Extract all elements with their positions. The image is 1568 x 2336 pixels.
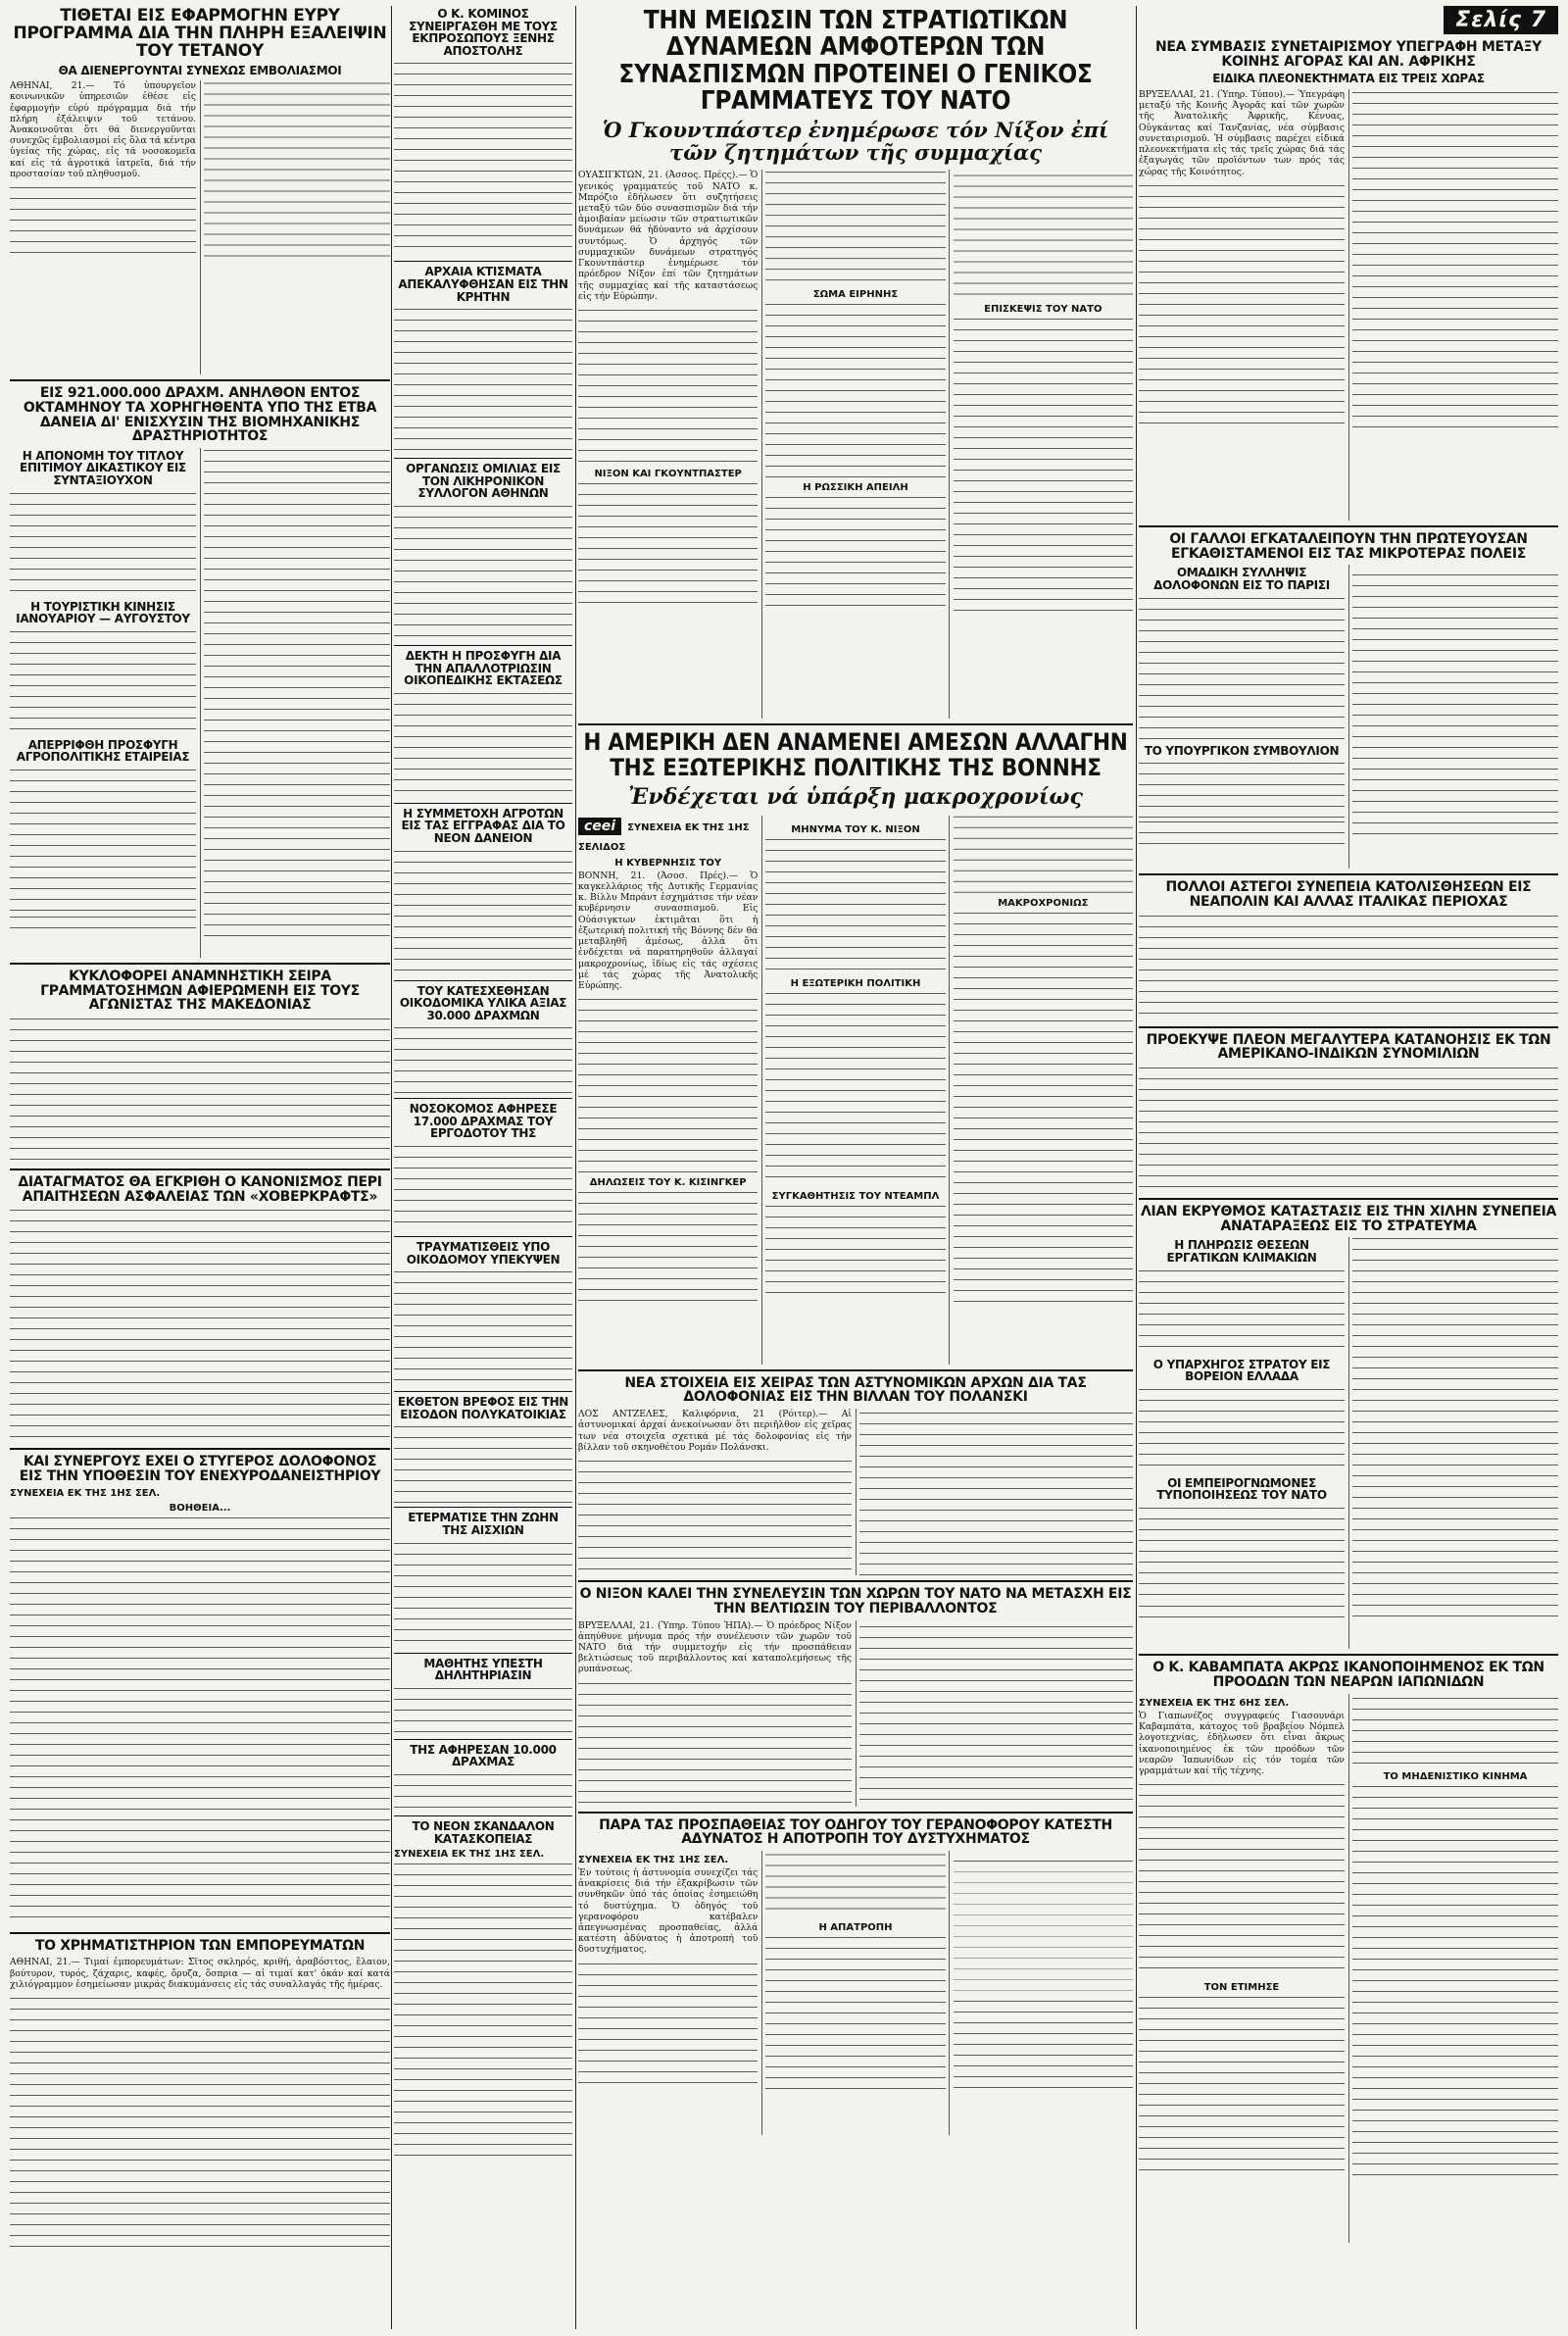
text-block [394, 307, 572, 454]
continuation-label: ΣΥΝΕΧΕΙΑ ΕΚ ΤΗΣ 6ΗΣ ΣΕΛ. [1139, 1697, 1290, 1709]
article-body: ΒΡΥΞΕΛΛΑΙ, 21. (Ὑπηρ. Τύπου).— Ὑπεγράφη μεταξύ τῆς Κοινῆς Ἀγορᾶς καί τῶν χωρῶν τῆς Ἀνατολικῆς Ἀφρικῆς, Κένυας, Οὐγκάντας καί Τανζανίας, νέα σύμβασις συνεταιρισμοῦ. Ἡ σύμβασις παρέχει εἰδικά πλεονεκτήματα εἰς τάς τρεῖς χώρας διά τάς ἐξαγωγάς τῶν προϊόντων των πρός τάς χώρας τῆς Κοινότητος. [1139, 88, 1345, 177]
text-block [10, 1017, 390, 1164]
headline-crane-accident: ΠΑΡΑ ΤΑΣ ΠΡΟΣΠΑΘΕΙΑΣ ΤΟΥ ΟΔΗΓΟΥ ΤΟΥ ΓΕΡΑΝΟΦΟΡΟΥ ΚΑΤΕΣΤΗ ΑΔΥΝΑΤΟΣ Η ΑΠΟΤΡΟΠΗ ΤΟΥ ΔΥΣΤΥΧΗΜΑΤΟΣ [599, 1816, 1112, 1848]
text-block [394, 691, 572, 799]
subheadline-long-term: Ἐνδέχεται νά ὑπάρξη μακροχρονίως [628, 783, 1083, 810]
section-kicker: Η ΑΠΑΤΡΟΠΗ [818, 1922, 893, 1934]
text-block [394, 1025, 572, 1094]
narrow-column [394, 6, 572, 2329]
headline-naples-landslides: ΠΟΛΛΟΙ ΑΣΤΕΓΟΙ ΣΥΝΕΠΕΙΑ ΚΑΤΟΛΙΣΘΗΣΕΩΝ ΕΙΣ ΝΕΑΠΟΛΙΝ ΚΑΙ ΑΛΛΑΣ ΙΤΑΛΙΚΑΣ ΠΕΡΙΟΧΑΣ [1165, 879, 1532, 911]
headline-hovercraft: ΔΙΑΤΑΓΜΑΤΟΣ ΘΑ ΕΓΚΡΙΘΗ Ο ΚΑΝΟΝΙΣΜΟΣ ΠΕΡΙ ΑΠΑΙΤΗΣΕΩΝ ΑΣΦΑΛΕΙΑΣ ΤΩΝ «ΧΟΒΕΡΚΡΑΦΤΣ» [18, 1173, 382, 1205]
section-kicker: ΝΙΞΟΝ ΚΑΙ ΓΚΟΥΝΤΠΑΣΤΕΡ [594, 469, 742, 479]
article-body: ΛΟΣ ΑΝΤΖΕΛΕΣ, Καλιφόρνια, 21 (Ρόιτερ).— Αἱ ἀστυνομικαί ἀρχαί ἀνεκοίνωσαν ὅτι περιῆλθον εἰς χεῖρας των νέα στοιχεῖα σχετικά μέ τάς δολοφονίας εἰς τήν βίλλαν τοῦ σκηνοθέτου Ρομάν Πολάνσκι. [578, 1409, 852, 1453]
text-block [1139, 1506, 1345, 1604]
text-block [765, 302, 945, 478]
section-kicker: Η ΕΞΩΤΕΡΙΚΗ ΠΟΛΙΤΙΚΗ [790, 978, 921, 990]
headline-nato-experts: ΟΙ ΕΜΠΕΙΡΟΓΝΩΜΟΝΕΣ ΤΥΠΟΠΟΙΗΣΕΩΣ ΤΟΥ ΝΑΤΟ [1156, 1475, 1327, 1503]
continuation-label: ΣΥΝΕΧΕΙΑ ΕΚ ΤΗΣ 1ΗΣ ΣΕΛ. [578, 1854, 729, 1865]
page-number-label: Σελίς 7 [1444, 6, 1558, 34]
article-body: ΒΟΝΝΗ, 21. (Ἀσοσ. Πρές).— Ὁ καγκελλάριος τῆς Δυτικῆς Γερμανίας κ. Βίλλυ Μπράντ ἐσχημάτισε τήν νέαν κυβέρνησιν συνασπισμοῦ. Εἰς Οὐάσιγκτων ἐκτιμᾶται ὅτι ἡ ἐξωτερική πολιτική τῆς Βόννης δέν θά μεταβληθῆ ἀμέσως, ἀλλά ὅτι ἐνδέχεται νά παρατηρηθοῦν ἀλλαγαί μακροχρονίως, ἰδίως εἰς τάς σχέσεις μέ τάς χώρας τῆς Ἀνατολικῆς Εὐρώπης. [578, 870, 759, 991]
continuation-label: ΣΥΝΕΧΕΙΑ ΕΚ ΤΗΣ 1ΗΣ ΣΕΛ. [10, 1487, 161, 1499]
headline-lecture: ΟΡΓΑΝΩΣΙΣ ΟΜΙΛΙΑΣ ΕΙΣ ΤΟΝ ΛΙΚΗΡΟΝΙΚΟΝ ΣΥΛΛΟΓΟΝ ΑΘΗΝΩΝ [406, 462, 561, 501]
text-block [954, 911, 1133, 1303]
section-kicker: ΣΥΓΚΑΘΗΤΗΣΙΣ ΤΟΥ ΝΤΕΑΜΠΛ [771, 1191, 940, 1203]
headline-labor-positions: Η ΠΛΗΡΩΣΙΣ ΘΕΣΕΩΝ ΕΡΓΑΤΙΚΩΝ ΚΛΙΜΑΚΙΩΝ [1166, 1238, 1317, 1266]
headline-us-india-talks: ΠΡΟΕΚΥΨΕ ΠΛΕΟΝ ΜΕΓΑΛΥΤΕΡΑ ΚΑΤΑΝΟΗΣΙΣ ΕΚ ΤΩΝ ΑΜΕΡΙΚΑΝΟ-ΙΝΔΙΚΩΝ ΣΥΝΟΜΙΛΙΩΝ [1146, 1031, 1551, 1063]
text-block [394, 1269, 572, 1387]
headline-espionage: ΤΟ ΝΕΟΝ ΣΚΑΝΔΑΛΟΝ ΚΑΤΑΣΚΟΠΕΙΑΣ [412, 1819, 555, 1846]
headline-nixon-environment: Ο ΝΙΞΟΝ ΚΑΛΕΙ ΤΗΝ ΣΥΝΕΛΕΥΣΙΝ ΤΩΝ ΧΩΡΩΝ ΤΟΥ ΝΑΤΟ ΝΑ ΜΕΤΑΣΧΗ ΕΙΣ ΤΗΝ ΒΕΛΤΙΩΣΙΝ ΤΟΥ ΠΕΡΙΒΑΛΛΟΝΤΟΣ [579, 1586, 1132, 1616]
headline-chile-army: ΛΙΑΝ ΕΚΡΥΘΜΟΣ ΚΑΤΑΣΤΑΣΙΣ ΕΙΣ ΤΗΝ ΧΙΛΗΝ ΣΥΝΕΠΕΙΑ ΑΝΑΤΑΡΑΞΕΩΣ ΕΙΣ ΤΟ ΣΤΡΑΤΕΥΜΑ [1140, 1204, 1557, 1234]
headline-bonn-policy: Η ΑΜΕΡΙΚΗ ΔΕΝ ΑΝΑΜΕΝΕΙ ΑΜΕΣΩΝ ΑΛΛΑΓΗΝ ΤΗΣ ΕΞΩΤΕΡΙΚΗΣ ΠΟΛΙΤΙΚΗΣ ΤΗΣ ΒΟΝΝΗΣ [583, 728, 1128, 781]
article-body: ΒΡΥΞΕΛΛΑΙ, 21. (Ὑπηρ. Τύπου ἩΠΑ).— Ὁ πρόεδρος Νίξον ἀπηύθυνε μήνυμα πρός τήν συνέλευσιν τῶν χωρῶν τοῦ ΝΑΤΟ διά τήν συμμετοχήν εἰς τήν προσπάθειαν βελτιώσεως τοῦ περιβάλλοντος καί καταπολεμήσεως τῆς ρυπάνσεως. [578, 1619, 852, 1675]
text-block [578, 308, 758, 465]
section-kicker: Η ΡΩΣΣΙΚΗ ΑΠΕΙΛΗ [803, 482, 908, 494]
column-rule [575, 6, 576, 2329]
text-block [10, 1996, 390, 2251]
headline-10000-drachmas: ΤΗΣ ΑΦΗΡΕΣΑΝ 10.000 ΔΡΑΧΜΑΣ [410, 1742, 557, 1769]
section-kicker: Η ΚΥΒΕΡΝΗΣΙΣ ΤΟΥ [614, 857, 722, 869]
headline-cabinet: ΤΟ ΥΠΟΥΡΓΙΚΟΝ ΣΥΜΒΟΥΛΙΟΝ [1144, 743, 1340, 758]
section-kicker: ΔΗΛΩΣΕΙΣ ΤΟΥ Κ. ΚΙΣΙΝΓΚΕΡ [589, 1177, 747, 1189]
text-block [10, 1208, 390, 1443]
article-body: ΑΘΗΝΑΙ, 21.— Τό ὑπουργεῖον κοινωνικῶν ὑπηρεσιῶν ἐθέσε εἰς ἐφαρμογήν εὑρύ πρόγραμμα διά τήν πλήρη ἐξάλειψιν τοῦ τετάνου. Ἀνακοινοῦται ὅτι θά διενεργοῦνται συνεχῶς ἐμβολιασμοί εἰς ὅλα τά κέντρα ὑγείας τῆς χώρας, εἰς τά νοσοκομεῖα καί εἰς τά ἀγροτικά ἰατρεῖα, διά τήν προστασίαν τοῦ πληθυσμοῦ. [10, 80, 196, 179]
text-block [1139, 1066, 1558, 1193]
headline-nato-reduction: ΤΗΝ ΜΕΙΩΣΙΝ ΤΩΝ ΣΤΡΑΤΙΩΤΙΚΩΝ ΔΥΝΑΜΕΩΝ ΑΜΦΟΤΕΡΩΝ ΤΩΝ ΣΥΝΑΣΠΙΣΜΩΝ ΠΡΟΤΕΙΝΕΙ Ο ΓΕΝΙΚΟΣ ΓΡΑΜΜΑΤΕΥΣ ΤΟΥ ΝΑΤΟ [618, 6, 1093, 116]
main-column [578, 6, 1133, 2329]
text-block [954, 317, 1133, 611]
text-block [1139, 1268, 1345, 1357]
headline-student-poisoning: ΜΑΘΗΤΗΣ ΥΠΕΣΤΗ ΔΗΛΗΤΗΡΙΑΣΙΝ [423, 1656, 543, 1683]
headline-builder-injured: ΤΡΑΥΜΑΤΙΣΘΕΙΣ ΥΠΟ ΟΙΚΟΔΟΜΟΥ ΥΠΕΚΥΨΕΝ [406, 1240, 561, 1267]
text-block [578, 997, 758, 1173]
article-body: ΟΥΑΣΙΓΚΤΩΝ, 21. (Ἀσσος. Πρέςς).— Ὁ γενικός γραμματεύς τοῦ ΝΑΤΟ κ. Μπρόζιο ἐδήλωσεν ὅτι συζητήσεις μεταξύ τῶν δύο συνασπισμῶν διά τήν ἀμοιβαίαν μείωσιν τῶν στρατιωτικῶν δυνάμεων θά ἠδύναντο νά ἀρχίσουν συντόμως. Ὁ ἀρχηγός τῶν συμμαχικῶν δυνάμεων στρατηγός Γκουντπάστερ ἐνημέρωσε τόν πρόεδρον Νίξον ἐπί τῶν ζητημάτων τῆς συμμαχίας καί τῆς καταστάσεως εἰς τήν Εὐρώπην. [578, 170, 759, 302]
text-block [394, 1686, 572, 1735]
text-block [394, 1862, 572, 2156]
headline-building-materials: ΤΟΥ ΚΑΤΕΣΧΕΘΗΣΑΝ ΟΙΚΟΔΟΜΙΚΑ ΥΛΙΚΑ ΑΞΙΑΣ 30.000 ΔΡΑΧΜΩΝ [399, 983, 567, 1022]
section-kicker: ΒΟΗΘΕΙΑ... [169, 1502, 231, 1514]
text-block [765, 837, 945, 974]
headline-tetanus: ΤΙΘΕΤΑΙ ΕΙΣ ΕΦΑΡΜΟΓΗΝ ΕΥΡΥ ΠΡΟΓΡΑΜΜΑ ΔΙΑ ΤΗΝ ΠΛΗΡΗ ΕΞΑΛΕΙΨΙΝ ΤΟΥ ΤΕΤΑΝΟΥ [13, 6, 387, 61]
text-block [1139, 1387, 1345, 1475]
column-rule [391, 6, 392, 2329]
text-block [1139, 596, 1345, 743]
text-block [10, 1516, 390, 1927]
text-block [10, 768, 196, 915]
right-column [1139, 6, 1558, 2329]
column-rule [1136, 6, 1137, 2329]
text-block [394, 849, 572, 976]
headline-tourism: Η ΤΟΥΡΙΣΤΙΚΗ ΚΙΝΗΣΙΣ ΙΑΝΟΥΑΡΙΟΥ — ΑΥΓΟΥΣΤΟΥ [16, 599, 190, 626]
section-kicker: ΣΩΜΑ ΕΙΡΗΝΗΣ [812, 289, 899, 301]
text-block [1139, 761, 1345, 820]
section-kicker: ΜΗΝΥΜΑ ΤΟΥ Κ. ΝΙΞΟΝ [791, 824, 920, 836]
text-block [765, 991, 945, 1187]
headline-french-leave-capital: ΟΙ ΓΑΛΛΟΙ ΕΓΚΑΤΑΛΕΙΠΟΥΝ ΤΗΝ ΠΡΩΤΕΥΟΥΣΑΝ ΕΓΚΑΘΙΣΤΑΜΕΝΟΙ ΕΙΣ ΤΑΣ ΜΙΚΡΟΤΕΡΑΣ ΠΟΛΕΙΣ [1169, 530, 1528, 562]
section-kicker: ΤΟΝ ΕΤΙΜΗΣΕ [1203, 1982, 1280, 1994]
section-kicker: ΤΟ ΜΗΔΕΝΙΣΤΙΚΟ ΚΙΝΗΜΑ [1383, 1771, 1528, 1782]
text-block [394, 504, 572, 641]
text-block [1139, 1782, 1345, 1978]
headline-murderer: ΚΑΙ ΣΥΝΕΡΓΟΥΣ ΕΧΕΙ Ο ΣΤΥΓΕΡΟΣ ΔΟΛΟΦΟΝΟΣ ΕΙΣ ΤΗΝ ΥΠΟΘΕΣΙΝ ΤΟΥ ΕΝΕΧΥΡΟΔΑΝΕΙΣΤΗΡΙΟΥ [19, 1454, 381, 1484]
text-block [394, 1772, 572, 1812]
continuation-label: ΣΥΝΕΧΕΙΑ ΕΚ ΤΗΣ 1ΗΣ ΣΕΛ. [394, 1849, 545, 1861]
text-block [394, 1144, 572, 1232]
article-body: Ὁ Γιαπωνέζος συγγραφεύς Γιασουνάρι Καβαμπάτα, κάτοχος τοῦ βραβείου Νόμπελ λογοτεχνίας, ἐδήλωσεν ὅτι εἶναι ἄκρως ἱκανοποιημένος ἐκ τῶν προόδων τῶν νεαρῶν Ἰαπωνίδων εἰς τόν τομέα τῶν γραμμάτων καί τῆς τέχνης. [1139, 1710, 1345, 1776]
headline-deputy-chief: Ο ΥΠΑΡΧΗΓΟΣ ΣΤΡΑΤΟΥ ΕΙΣ ΒΟΡΕΙΟΝ ΕΛΛΑΔΑ [1152, 1357, 1331, 1384]
headline-farmers-loan: Η ΣΥΜΜΕΤΟΧΗ ΑΓΡΟΤΩΝ ΕΙΣ ΤΑΣ ΕΓΓΡΑΦΑΣ ΔΙΑ ΤΟ ΝΕΟΝ ΔΑΝΕΙΟΝ [401, 806, 565, 845]
headline-suicide: ΕΤΕΡΜΑΤΙΣΕ ΤΗΝ ΖΩΗΝ ΤΗΣ ΑΙΣΧΙΩΝ [408, 1511, 559, 1538]
subhead-three-countries: ΕΙΔΙΚΑ ΠΛΕΟΝΕΚΤΗΜΑΤΑ ΕΙΣ ΤΡΕΙΣ ΧΩΡΑΣ [1212, 72, 1485, 86]
headline-expropriation: ΔΕΚΤΗ Η ΠΡΟΣΦΥΓΗ ΔΙΑ ΤΗΝ ΑΠΑΛΛΟΤΡΙΩΣΙΝ ΟΙΚΟΠΕΔΙΚΗΣ ΕΚΤΑΣΕΩΣ [404, 648, 563, 688]
text-block [10, 629, 196, 737]
text-block [1139, 914, 1558, 1021]
headline-etva-loans: ΕΙΣ 921.000.000 ΔΡΑΧΜ. ΑΝΗΛΘΟΝ ΕΝΤΟΣ ΟΚΤΑΜΗΝΟΥ ΤΑ ΧΟΡΗΓΗΘΕΝΤΑ ΥΠΟ ΤΗΣ ΕΤΒΑ ΔΑΝΕΙΑ ΔΙ' ΕΝΙΣΧΥΣΙΝ ΤΗΣ ΒΙΟΜΗΧΑΝΙΚΗΣ ΔΡΑΣΤΗΡΙΟΤΗΤΟΣ [23, 385, 377, 445]
headline-paris-arrests: ΟΜΑΔΙΚΗ ΣΥΛΛΗΨΙΣ ΔΟΛΟΦΟΝΩΝ ΕΙΣ ΤΟ ΠΑΡΙΣΙ [1153, 566, 1330, 592]
text-block [394, 1424, 572, 1503]
continuation-label: ΣΥΝΕΧΕΙΑ ΕΚ ΤΗΣ 1ΗΣ ΣΕΛΙΔΟΣ [578, 821, 750, 853]
headline-commodity-exchange: ΤΟ ΧΡΗΜΑΤΙΣΤΗΡΙΟΝ ΤΩΝ ΕΜΠΟΡΕΥΜΑΤΩΝ [34, 1937, 366, 1954]
headline-kominos: Ο Κ. ΚΟΜΙΝΟΣ ΣΥΝΕΙΡΓΑΣΘΗ ΜΕ ΤΟΥΣ ΕΚΠΡΟΣΩΠΟΥΣ ΞΕΝΗΣ ΑΠΟΣΤΟΛΗΣ [409, 7, 558, 58]
article-body: Ἐν τούτοις ἡ ἀστυνομία συνεχίζει τάς ἀνακρίσεις διά τήν ἐξακρίβωσιν τῶν συνθηκῶν ὑπό τάς ὁποίας ἐσημειώθη τό δυστύχημα. Ὁ ὁδηγός τοῦ γερανοφόρου κατέβαλεν ἀπεγνωσμένας προσπαθείας, ἀλλά κατέστη ἀδύνατος ἡ ἀποτροπή τοῦ δυστυχήματος. [578, 1866, 759, 1956]
headline-appeal-rejected: ΑΠΕΡΡΙΦΘΗ ΠΡΟΣΦΥΓΗ ΑΓΡΟΠΟΛΙΤΙΚΗΣ ΕΤΑΙΡΕΙΑΣ [16, 737, 190, 765]
headline-kawabata: Ο Κ. ΚΑΒΑΜΠΑΤΑ ΑΚΡΩΣ ΙΚΑΝΟΠΟΙΗΜΕΝΟΣ ΕΚ ΤΩΝ ΠΡΟΟΔΩΝ ΤΩΝ ΝΕΑΡΩΝ ΙΑΠΩΝΙΔΩΝ [1152, 1660, 1544, 1691]
headline-crete: ΑΡΧΑΙΑ ΚΤΙΣΜΑΤΑ ΑΠΕΚΑΛΥΦΘΗΣΑΝ ΕΙΣ ΤΗΝ ΚΡΗΤΗΝ [398, 265, 568, 304]
text-block [10, 491, 196, 599]
headline-polanski: ΝΕΑ ΣΤΟΙΧΕΙΑ ΕΙΣ ΧΕΙΡΑΣ ΤΩΝ ΑΣΤΥΝΟΜΙΚΩΝ ΑΡΧΩΝ ΔΙΑ ΤΑΣ ΔΟΛΟΦΟΝΙΑΣ ΕΙΣ ΤΗΝ ΒΙΛΛΑΝ ΤΟΥ ΠΟΛΑΝΣΚΙ [624, 1374, 1087, 1406]
headline-abandoned-baby: ΕΚΘΕΤΟΝ ΒΡΕΦΟΣ ΕΙΣ ΤΗΝ ΕΙΣΟΔΟΝ ΠΟΛΥΚΑΤΟΙΚΙΑΣ [397, 1395, 569, 1421]
headline-nurse: ΝΟΣΟΚΟΜΟΣ ΑΦΗΡΕΣΕ 17.000 ΔΡΑΧΜΑΣ ΤΟΥ ΕΡΓΟΔΟΤΟΥ ΤΗΣ [409, 1102, 558, 1141]
page-masthead [1139, 6, 1558, 34]
headline-stamps: ΚΥΚΛΟΦΟΡΕΙ ΑΝΑΜΝΗΣΤΙΚΗ ΣΕΙΡΑ ΓΡΑΜΜΑΤΟΣΗΜΩΝ ΑΦΙΕΡΩΜΕΝΗ ΕΙΣ ΤΟΥΣ ΑΓΩΝΙΣΤΑΣ ΤΗΣ ΜΑΚΕΔΟΝΙΑΣ [40, 968, 360, 1014]
text-block [394, 61, 572, 257]
section-kicker: ΕΠΙΣΚΕΨΙΣ ΤΟΥ ΝΑΤΟ [984, 303, 1102, 315]
section-logo: ceei [578, 818, 621, 835]
headline-eec-africa: ΝΕΑ ΣΥΜΒΑΣΙΣ ΣΥΝΕΤΑΙΡΙΣΜΟΥ ΥΠΕΓΡΑΦΗ ΜΕΤΑΞΥ ΚΟΙΝΗΣ ΑΓΟΡΑΣ ΚΑΙ ΑΝ. ΑΦΡΙΚΗΣ [1155, 39, 1542, 70]
headline-honorary-judge: Η ΑΠΟΝΟΜΗ ΤΟΥ ΤΙΤΛΟΥ ΕΠΙΤΙΜΟΥ ΔΙΚΑΣΤΙΚΟΥ ΕΙΣ ΣΥΝΤΑΞΙΟΥΧΟΝ [20, 448, 186, 488]
text-block [1352, 1784, 1558, 2176]
subhead-vaccinations: ΘΑ ΔΙΕΝΕΡΓΟΥΝΤΑΙ ΣΥΝΕΧΩΣ ΕΜΒΟΛΙΑΣΜΟΙ [58, 63, 342, 77]
subheadline-goodpaster: Ὁ Γκουντπάστερ ἐνημέρωσε τόν Νίξον ἐπί τῶν ζητημάτων τῆς συμμαχίας [602, 118, 1109, 166]
left-column [10, 6, 390, 2329]
section-kicker: ΜΑΚΡΟΧΡΟΝΙΩΣ [998, 897, 1089, 909]
article-body: ΑΘΗΝΑΙ, 21.— Τιμαί ἐμπορευμάτων: Σῖτος σκληρός, κριθή, ἀραβόσιτος, ἔλαιον, βούτυρον, τυρός, ζάχαρις, καφές, ὄρυζα, ὄσπρια — αἱ τιμαί κατ' ὀκάν καί κατά χιλιόγραμμον ἐσημείωσαν μικράς διακυμάνσεις εἰς τάς συναλλαγάς τῆς ἡμέρας. [10, 1957, 390, 1990]
text-block [394, 1541, 572, 1649]
